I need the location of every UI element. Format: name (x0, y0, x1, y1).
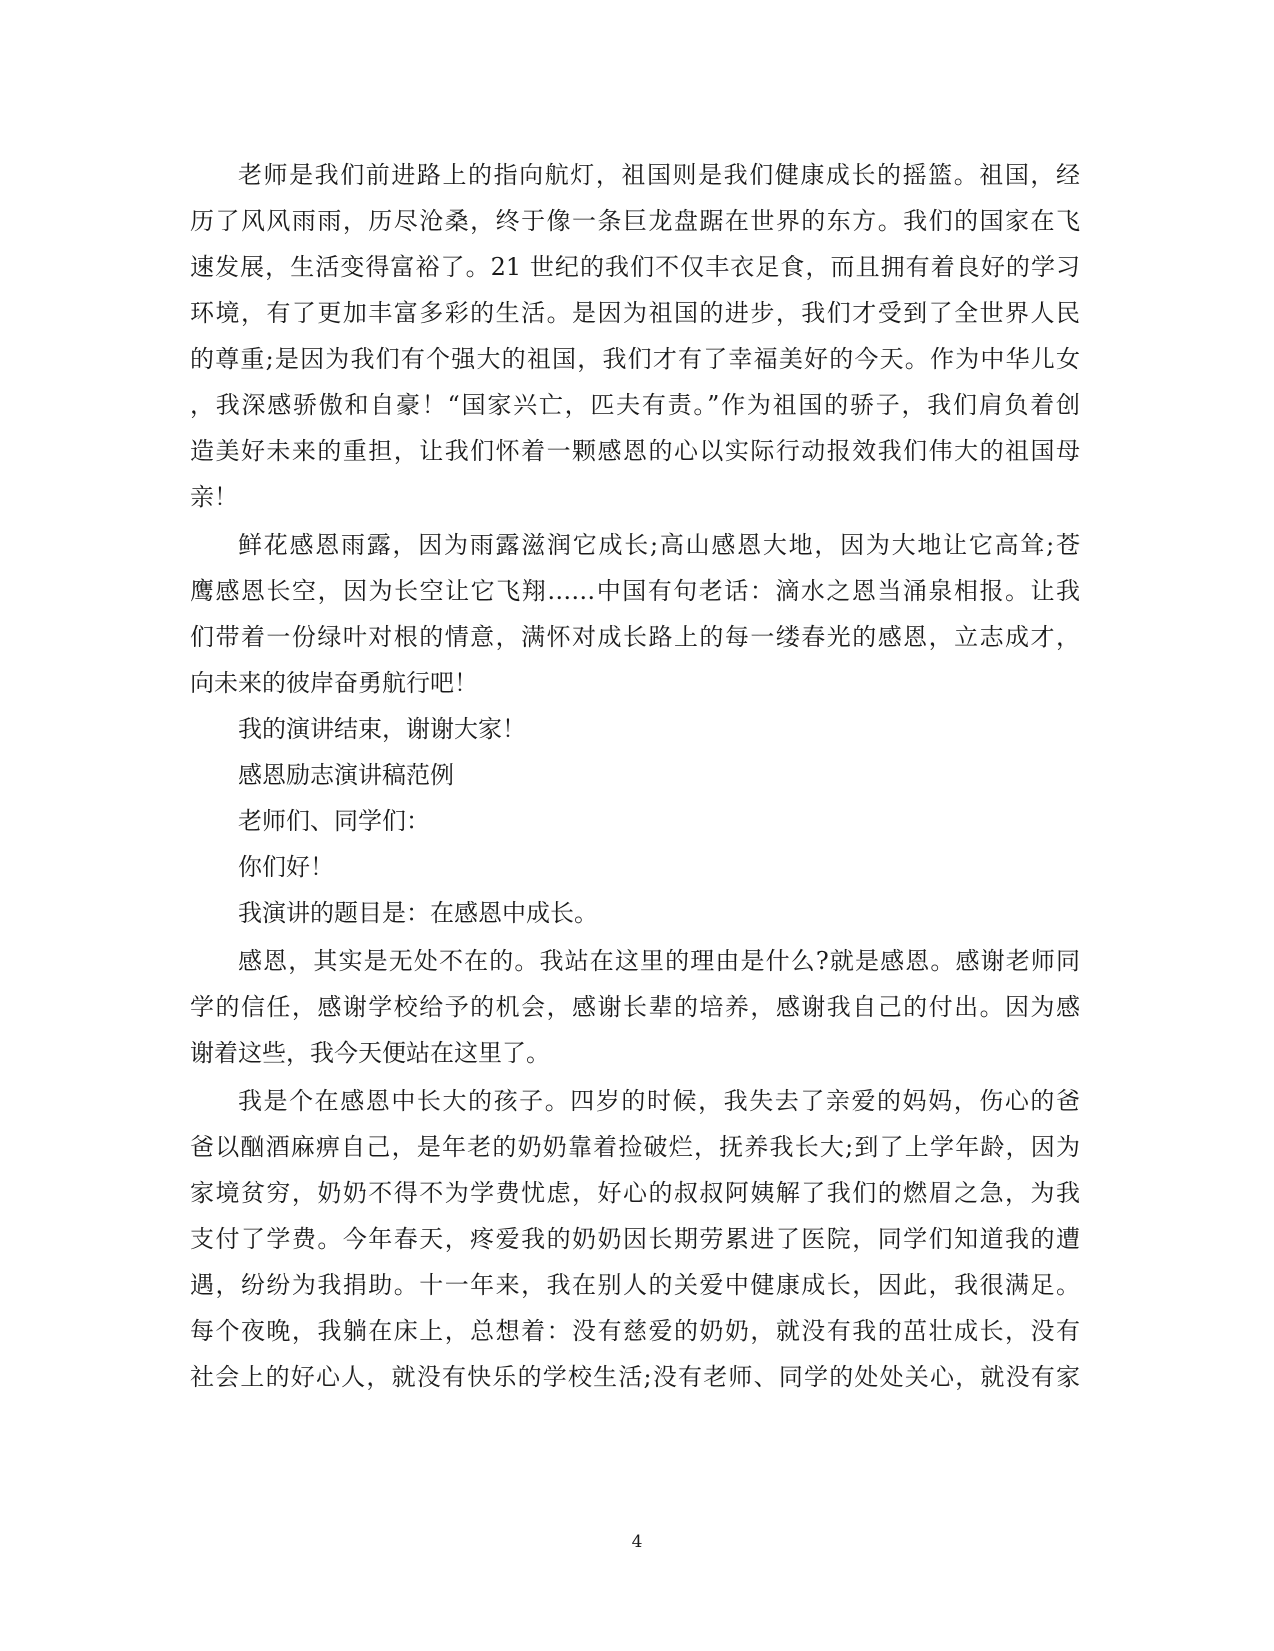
text-line: 环境，有了更加丰富多彩的生活。是因为祖国的进步，我们才受到了全世界人民 (190, 299, 1080, 327)
text-line: 历了风风雨雨，历尽沧桑，终于像一条巨龙盘踞在世界的东方。我们的国家在飞 (190, 207, 1080, 235)
text-line: 社会上的好心人，就没有快乐的学校生活;没有老师、同学的处处关心，就没有家 (190, 1363, 1080, 1391)
text-line: 我演讲的题目是：在感恩中成长。 (238, 899, 598, 927)
text-line: 们带着一份绿叶对根的情意，满怀对成长路上的每一缕春光的感恩，立志成才， (190, 623, 1080, 651)
text-line: ，我深感骄傲和自豪！“国家兴亡，匹夫有责。”作为祖国的骄子，我们肩负着创 (190, 391, 1080, 419)
text-line: 老师是我们前进路上的指向航灯，祖国则是我们健康成长的摇篮。祖国，经 (238, 161, 1080, 189)
text-line: 你们好！ (238, 853, 334, 881)
text-line: 感恩励志演讲稿范例 (238, 761, 454, 789)
text-line: 爸以酗酒麻痹自己，是年老的奶奶靠着捡破烂，抚养我长大;到了上学年龄，因为 (190, 1133, 1080, 1161)
text-line: 亲！ (190, 483, 238, 511)
text-line: 老师们、同学们： (238, 807, 430, 835)
text-line: 学的信任，感谢学校给予的机会，感谢长辈的培养，感谢我自己的付出。因为感 (190, 993, 1080, 1021)
text-line: 我是个在感恩中长大的孩子。四岁的时候，我失去了亲爱的妈妈，伤心的爸 (238, 1087, 1080, 1115)
text-line: 向未来的彼岸奋勇航行吧！ (190, 669, 478, 697)
text-line: 鲜花感恩雨露，因为雨露滋润它成长;高山感恩大地，因为大地让它高耸;苍 (238, 531, 1080, 559)
text-line: 造美好未来的重担，让我们怀着一颗感恩的心以实际行动报效我们伟大的祖国母 (190, 437, 1080, 465)
text-line: 遇，纷纷为我捐助。十一年来，我在别人的关爱中健康成长，因此，我很满足。 (190, 1271, 1080, 1299)
page-number: 4 (631, 1532, 643, 1552)
text-line: 我的演讲结束，谢谢大家！ (238, 715, 526, 743)
text-line: 谢着这些，我今天便站在这里了。 (190, 1039, 550, 1067)
text-line: 的尊重;是因为我们有个强大的祖国，我们才有了幸福美好的今天。作为中华儿女 (190, 345, 1080, 373)
text-line: 支付了学费。今年春天，疼爱我的奶奶因长期劳累进了医院，同学们知道我的遭 (190, 1225, 1080, 1253)
text-line: 每个夜晚，我躺在床上，总想着：没有慈爱的奶奶，就没有我的茁壮成长，没有 (190, 1317, 1080, 1345)
text-line: 鹰感恩长空，因为长空让它飞翔……中国有句老话：滴水之恩当涌泉相报。让我 (190, 577, 1080, 605)
text-line: 感恩，其实是无处不在的。我站在这里的理由是什么?就是感恩。感谢老师同 (238, 947, 1080, 975)
text-line: 家境贫穷，奶奶不得不为学费忧虑，好心的叔叔阿姨解了我们的燃眉之急，为我 (190, 1179, 1080, 1207)
text-line: 速发展，生活变得富裕了。21 世纪的我们不仅丰衣足食，而且拥有着良好的学习 (190, 253, 1080, 281)
